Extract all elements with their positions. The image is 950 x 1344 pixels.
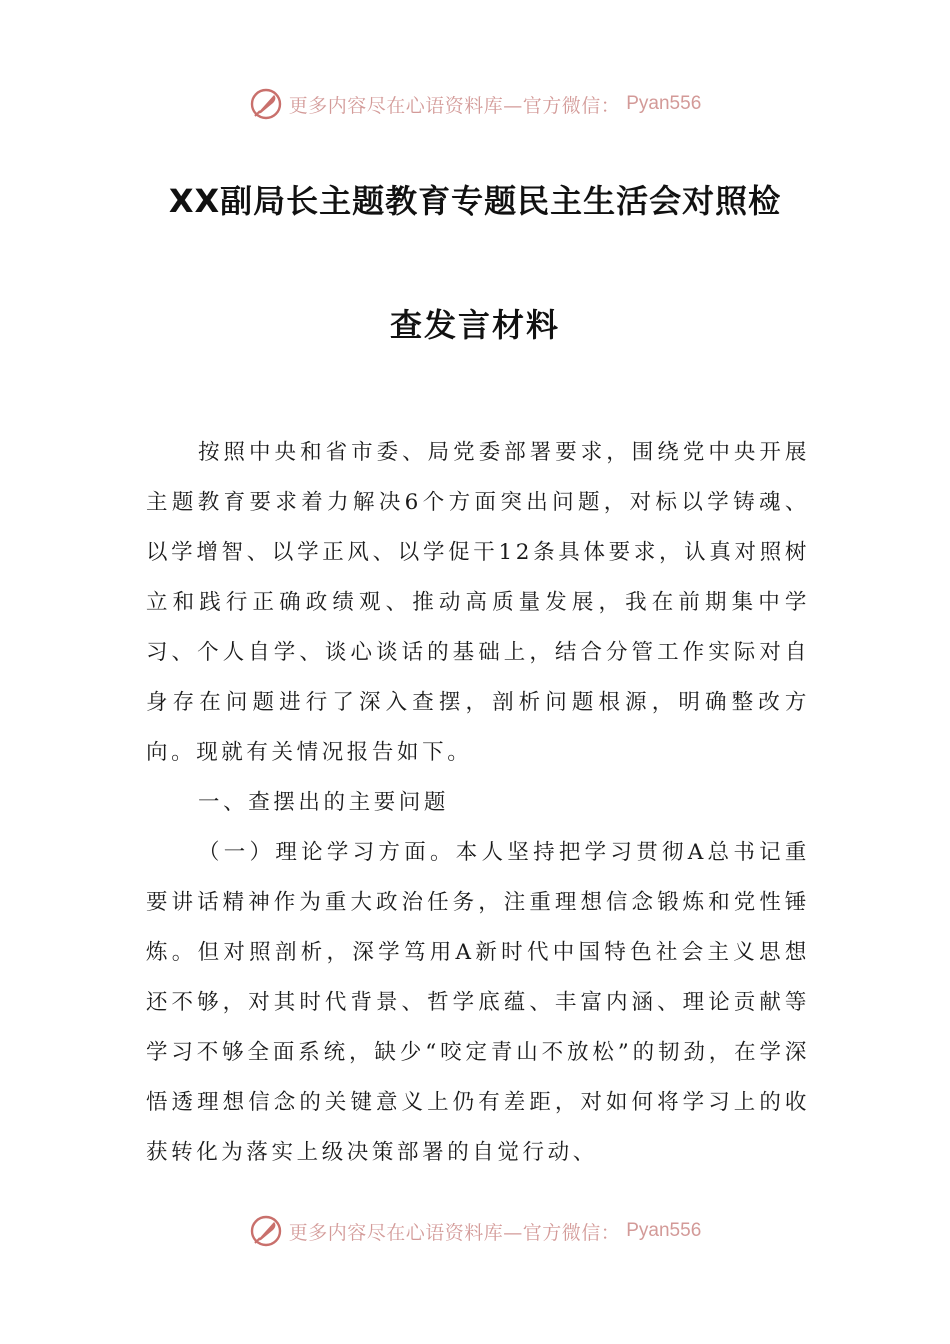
header-watermark bbox=[0, 84, 950, 124]
section-heading: 一、查摆出的主要问题 bbox=[198, 790, 450, 815]
document-body bbox=[146, 428, 810, 1178]
paragraph-theory-study: （一）理论学习方面。本人坚持把学习贯彻A总书记重要讲话精神作为重大政治任务，注重理想信念锻炼和党性锤炼。但对照剖析，深学笃用A新时代中国特色社会主义思想还不够，对其时代背景、哲学底蕴、丰富内涵、理论贡献等学习不够全面系统，缺少“咬定青山不放松”的韧劲，在学深悟透理想信念的关键意义上仍有差距，对如何将学习上的收获转化为落实上级决策部署的自觉行动、 bbox=[146, 840, 810, 1165]
footer-watermark bbox=[0, 1211, 950, 1251]
watermark-text: 更多内容尽在心语资料库—官方微信： bbox=[288, 94, 621, 117]
document-title-line-1: XX副局长主题教育专题民主生活会对照检 bbox=[168, 182, 782, 220]
quill-logo-icon bbox=[249, 87, 283, 121]
watermark-text: 更多内容尽在心语资料库—官方微信： bbox=[288, 1221, 621, 1244]
watermark-handle: Pyan556 bbox=[626, 1220, 702, 1241]
paragraph-intro: 按照中央和省市委、局党委部署要求，围绕党中央开展主题教育要求着力解决6个方面突出问题，对标以学铸魂、以学增智、以学正风、以学促干12条具体要求，认真对照树立和践行正确政绩观、推动高质量发展，我在前期集中学习、个人自学、谈心谈话的基础上，结合分管工作实际对自身存在问题进行了深入查摆，剖析问题根源，明确整改方向。现就有关情况报告如下。 bbox=[146, 440, 810, 765]
watermark-handle: Pyan556 bbox=[626, 93, 702, 114]
quill-logo-icon bbox=[249, 1214, 283, 1248]
document-title-line-2: 查发言材料 bbox=[389, 306, 560, 344]
